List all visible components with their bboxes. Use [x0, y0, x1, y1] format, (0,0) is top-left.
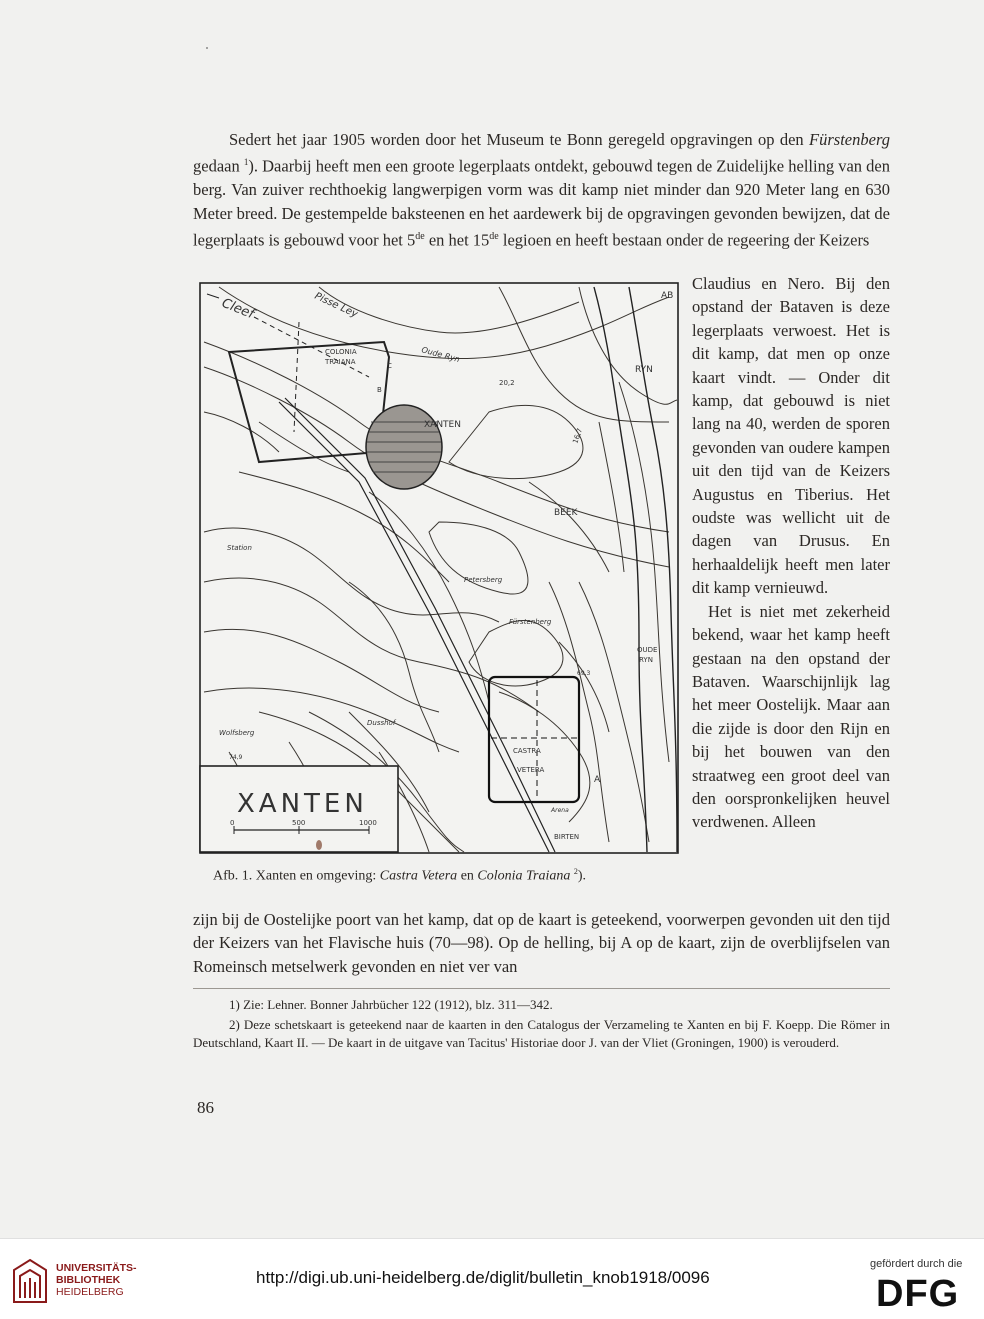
label-pisse-ley: Pisse Ley — [312, 290, 360, 321]
label-petersberg: Petersberg — [464, 576, 503, 584]
label-furstenberg: Fürstenberg — [509, 618, 552, 626]
page-number: 86 — [197, 1098, 214, 1117]
label-h749: 74,9 — [229, 754, 243, 761]
label-h20: 20,2 — [499, 379, 515, 387]
side-column-text — [692, 272, 890, 834]
speck — [206, 47, 208, 49]
paragraph-continued: zijn bij de Oostelijke poort van het kamp, dat op de kaart is geteekend, voorwerpen gevonden uit den tijd der Keizers van het Flavische huis (70—98). Op de helling, bij A op de kaart, zijn de overblijfselen van Romeinsch metselwerk gevonden en niet ver van — [193, 910, 890, 976]
paragraph-intro: Sedert het jaar 1905 worden door het Museum te Bonn geregeld opgravingen op den Fürstenberg gedaan $^1$). Daarbij heeft men een groote legerplaats ontdekt, gebouwd tegen de Zuidelijke helling van den berg. Van zuiver rechthoekig langwerpigen vorm was dit kamp niet minder dan 920 Meter lang en 630 Meter breed. De gestempelde baksteenen en het aardewerk bij de opgravingen gevonden bewijzen, dat de legerplaats is gebouwd voor het 5de en het 15de legioen en heeft bestaan onder de regeering der Keizers — [193, 130, 891, 250]
library-name[interactable]: UNIVERSITÄTS- BIBLIOTHEK HEIDELBERG — [56, 1262, 137, 1298]
label-castra: CASTRA — [513, 747, 541, 755]
map-caption: Afb. 1. Xanten en omgeving: Castra Vetera en Colonia Traiana $^2$). — [213, 867, 587, 884]
label-wolfsberg: Wolfsberg — [219, 729, 255, 737]
label-cleef: Cleef — [219, 295, 256, 323]
label-station: Station — [227, 544, 252, 552]
scale-1000: 1000 — [359, 819, 377, 827]
label-oude-ryn-top: Oude Ryn — [420, 345, 461, 365]
label-oude: OUDE — [637, 646, 658, 654]
label-ryn2: RYN — [639, 656, 653, 664]
scale-0: 0 — [230, 819, 235, 827]
footnote-rule — [193, 988, 890, 989]
label-traiana: TRAIANA — [325, 358, 356, 366]
label-ab: AB — [661, 291, 674, 301]
label-beek: BEEK — [554, 508, 578, 518]
label-ryn: RYN — [635, 365, 653, 375]
footnote-1: 1) Zie: Lehner. Bonner Jahrbücher 122 (1912), blz. 311—342. — [229, 997, 553, 1012]
funded-by-text: gefördert durch die — [870, 1258, 963, 1270]
side-paragraph-1: Claudius en Nero. Bij den opstand der Bataven is deze legerplaats verwoest. Het is dit kamp, dat men op onze kaart vindt. — Onder dit kamp, dat gebouwd is niet lang na 40, werden de sporen gevonden van oudere kampen uit den tijd van de Keizers Augustus en Tiberius. Het oudste was wellicht uit de dagen van Drusus. En herhaaldelijk heeft men later dit kamp vernieuwd. — [692, 274, 890, 598]
label-c: C — [387, 362, 392, 370]
side-paragraph-2: Het is niet met zekerheid bekend, waar het kamp heeft gestaan na den opstand der Bataven. Waarschijnlijk lag het meer Oostelijk. Maar aan die zijde is door den Rijn en bij het bouwen van den straatweg een groot deel van den oorspronkelijken heuvel verdwenen. Alleen — [692, 601, 890, 832]
label-b: B — [377, 386, 382, 394]
label-vetera: VETERA — [517, 766, 545, 774]
map-figure — [199, 282, 681, 856]
scale-500: 500 — [292, 819, 306, 827]
label-xanten: XANTEN — [424, 420, 461, 430]
university-library-logo-icon[interactable] — [12, 1258, 48, 1304]
xanten-town — [366, 405, 442, 489]
label-arena: Arena — [551, 807, 569, 814]
dfg-logo[interactable]: DFG — [876, 1273, 960, 1315]
label-dusshof: Dusshof — [367, 719, 396, 727]
label-a: A — [594, 775, 601, 785]
label-h167: 16,7 — [571, 427, 585, 445]
label-birten: BIRTEN — [554, 833, 580, 841]
footnote-2: 2) Deze schetskaart is geteekend naar de kaarten in den Catalogus der Verzameling te Xanten en bij F. Koepp. Die Römer in Deutschland, Kaart II. — De kaart in de uitgave van Tacitus' Historiae door J. van der Vliet (Groningen, 1900) is verouderd. — [193, 1017, 890, 1050]
digitization-url-link[interactable]: http://digi.ub.uni-heidelberg.de/diglit/bulletin_knob1918/0096 — [256, 1268, 710, 1287]
label-colonia: COLONIA — [325, 348, 357, 356]
map-title: XANTEN — [237, 789, 368, 819]
label-h693: 69,3 — [577, 670, 591, 677]
